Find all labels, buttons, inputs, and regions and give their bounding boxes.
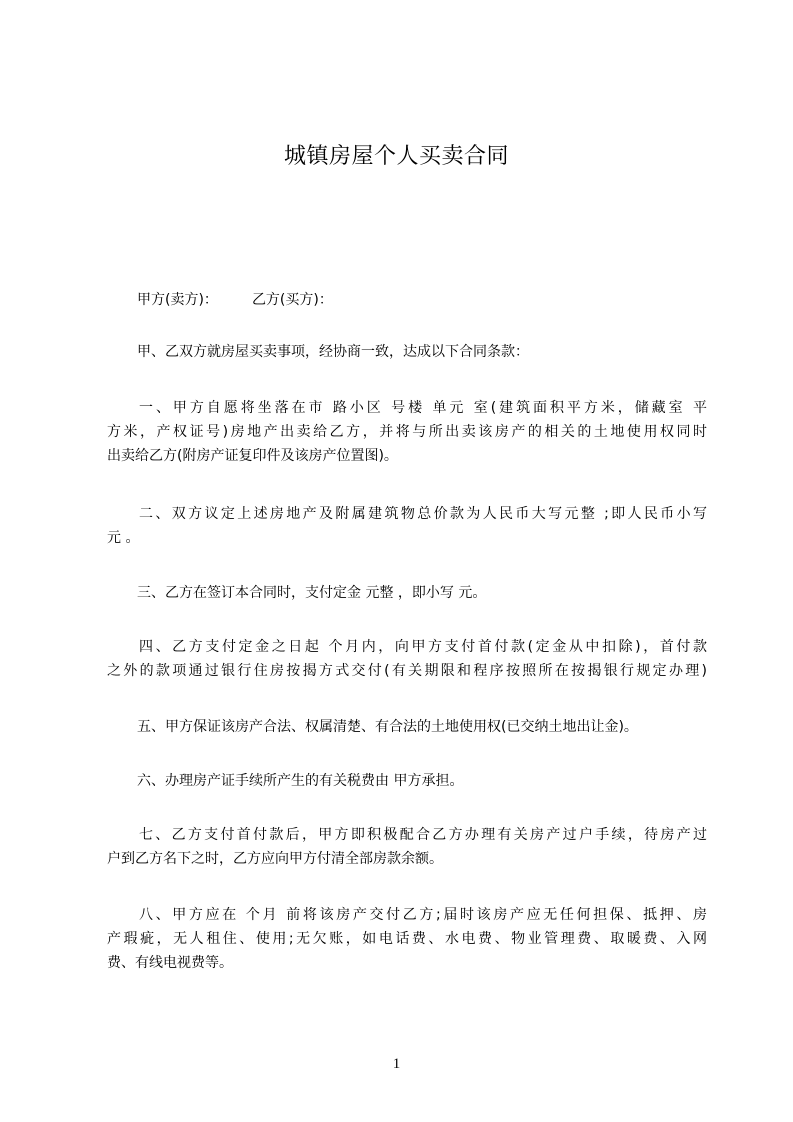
- page-number: 1: [392, 1056, 401, 1072]
- clause-1-line-1: 一、甲方自愿将坐落在市 路小区 号楼 单元 室(建筑面积平方米，储藏室 平: [139, 400, 707, 416]
- clause-1-line-2: 方米，产权证号)房地产出卖给乙方，并将与所出卖该房产的相关的土地使用权同时: [107, 424, 707, 440]
- clause-5: [107, 715, 707, 739]
- clause-4-line-1: 四、乙方支付定金之日起 个月内，向甲方支付首付款(定金从中扣除)，首付款: [139, 639, 707, 655]
- clause-1: [107, 396, 707, 468]
- clause-2-line-2: 元 。: [107, 530, 140, 546]
- clause-8: [107, 903, 707, 975]
- party-a-label: 甲方(卖方)：: [137, 292, 218, 308]
- clause-8-line-2: 产瑕疵，无人租住、使用;无欠账，如电话费、水电费、物业管理费、取暖费、入网: [107, 931, 707, 947]
- clause-7-line-2: 户到乙方名下之时，乙方应向甲方付清全部房款余额。: [107, 851, 443, 867]
- intro-line: 甲、乙双方就房屋买卖事项，经协商一致，达成以下合同条款：: [137, 344, 529, 360]
- clause-6-line-1: 六、办理房产证手续所产生的有关税费由 甲方承担。: [137, 773, 464, 789]
- parties-row: [107, 288, 707, 312]
- clause-4-line-2: 之外的款项通过银行住房按揭方式交付(有关期限和程序按照所在按揭银行规定办理): [107, 663, 707, 679]
- party-b-label: 乙方(买方)：: [251, 292, 333, 308]
- clause-6: [107, 769, 707, 793]
- clause-5-line-1: 五、甲方保证该房产合法、权属清楚、有合法的土地使用权(已交纳土地出让金)。: [137, 719, 638, 735]
- clause-8-line-1: 八、甲方应在 个月 前将该房产交付乙方;届时该房产应无任何担保、抵押、房: [139, 907, 707, 923]
- clause-2-line-1: 二、双方议定上述房地产及附属建筑物总价款为人民币大写元整 ;即人民币小写: [139, 506, 707, 522]
- clause-8-line-3: 费、有线电视费等。: [107, 955, 233, 971]
- clause-7: [107, 823, 707, 871]
- clause-2: [107, 502, 707, 550]
- clause-3-line-1: 三、乙方在签订本合同时，支付定金 元整 ，即小写 元。: [137, 585, 487, 601]
- clause-7-line-1: 七、乙方支付首付款后，甲方即积极配合乙方办理有关房产过户手续，待房产过: [139, 827, 707, 843]
- clause-1-line-3: 出卖给乙方(附房产证复印件及该房产位置图)。: [107, 448, 398, 464]
- page-title: 城镇房屋个人买卖合同: [283, 144, 509, 169]
- intro-paragraph: [107, 340, 707, 364]
- clause-4: [107, 635, 707, 683]
- parties-line: [107, 288, 707, 312]
- clause-3: [107, 581, 707, 605]
